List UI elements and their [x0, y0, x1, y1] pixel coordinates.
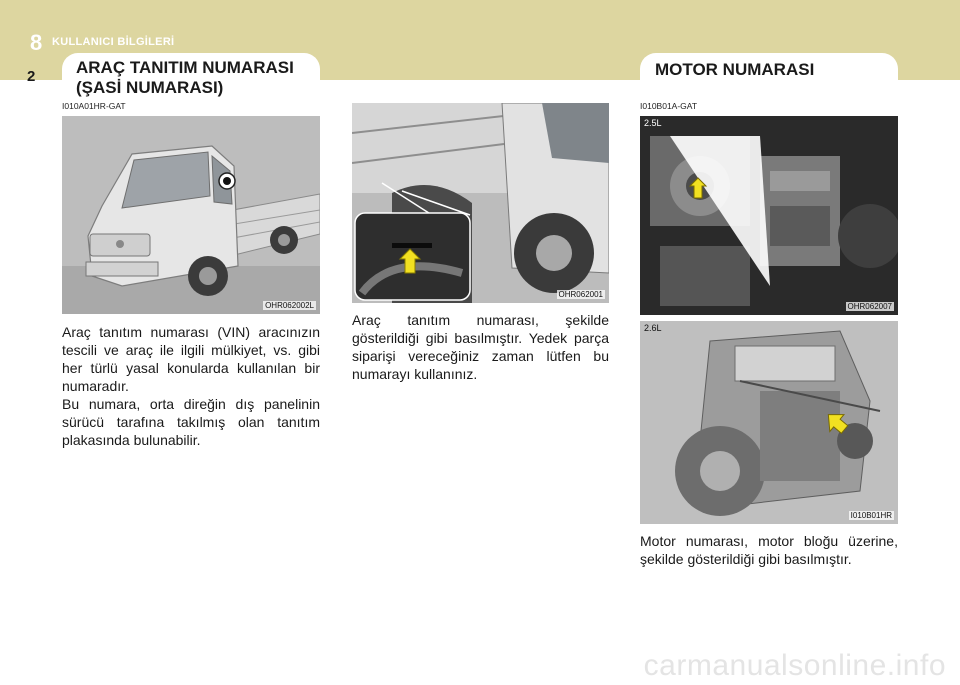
engine-26l-illustration	[640, 321, 898, 524]
engine-25l-caption: OHR062007	[847, 302, 892, 311]
engine-26l-caption: I010B01HR	[850, 511, 892, 520]
vin-title-line2: (ŞASİ NUMARASI)	[76, 78, 224, 97]
chapter-number: 8	[30, 30, 43, 55]
engine-25l-label: 2.5L	[644, 118, 662, 128]
engine-26l-image	[640, 321, 898, 524]
vin-body-text	[62, 323, 320, 449]
vin-stamp-text: Araç tanıtım numarası, şekilde gösterildiği gibi basılmıştır. Yedek parça siparişi vereceğiniz zaman lütfen bu numarayı kullanınız.	[352, 312, 609, 382]
watermark: carmanualsonline.info	[643, 649, 946, 682]
engine-26l-label: 2.6L	[644, 323, 662, 333]
vin-paragraph-1: Araç tanıtım numarası (VIN) aracınızın tescili ve araç ile ilgili mülkiyet, vs. gibi her türlü yasal konularda kullanılan bir numaradır.	[62, 324, 320, 394]
truck-vin-image	[62, 116, 320, 314]
vin-section-title	[76, 58, 316, 98]
chapter-title: KULLANICI BİLGİLERİ	[52, 36, 175, 48]
page-number: 2	[27, 68, 36, 85]
engine-section-title: MOTOR NUMARASI	[655, 60, 815, 79]
engine-body-text: Motor numarası, motor bloğu üzerine, şekilde gösterildiği gibi basılmıştır.	[640, 533, 898, 567]
engine-25l-image	[640, 116, 898, 315]
vin-title-line1: ARAÇ TANITIM NUMARASI	[76, 58, 294, 77]
engine-ref-code: I010B01A-GAT	[640, 101, 698, 111]
chassis-vin-image	[352, 103, 609, 303]
truck-illustration	[62, 116, 320, 314]
chassis-illustration	[352, 103, 609, 303]
vin-paragraph-2: Bu numara, orta direğin dış panelinin sürücü tarafına takılmış olan tanıtım plakasında bulunabilir.	[62, 396, 320, 448]
vin-ref-code: I010A01HR-GAT	[62, 101, 126, 111]
truck-image-caption: OHR062002L	[265, 301, 314, 310]
engine-25l-illustration	[640, 116, 898, 315]
chassis-image-caption: OHR062001	[558, 290, 603, 299]
